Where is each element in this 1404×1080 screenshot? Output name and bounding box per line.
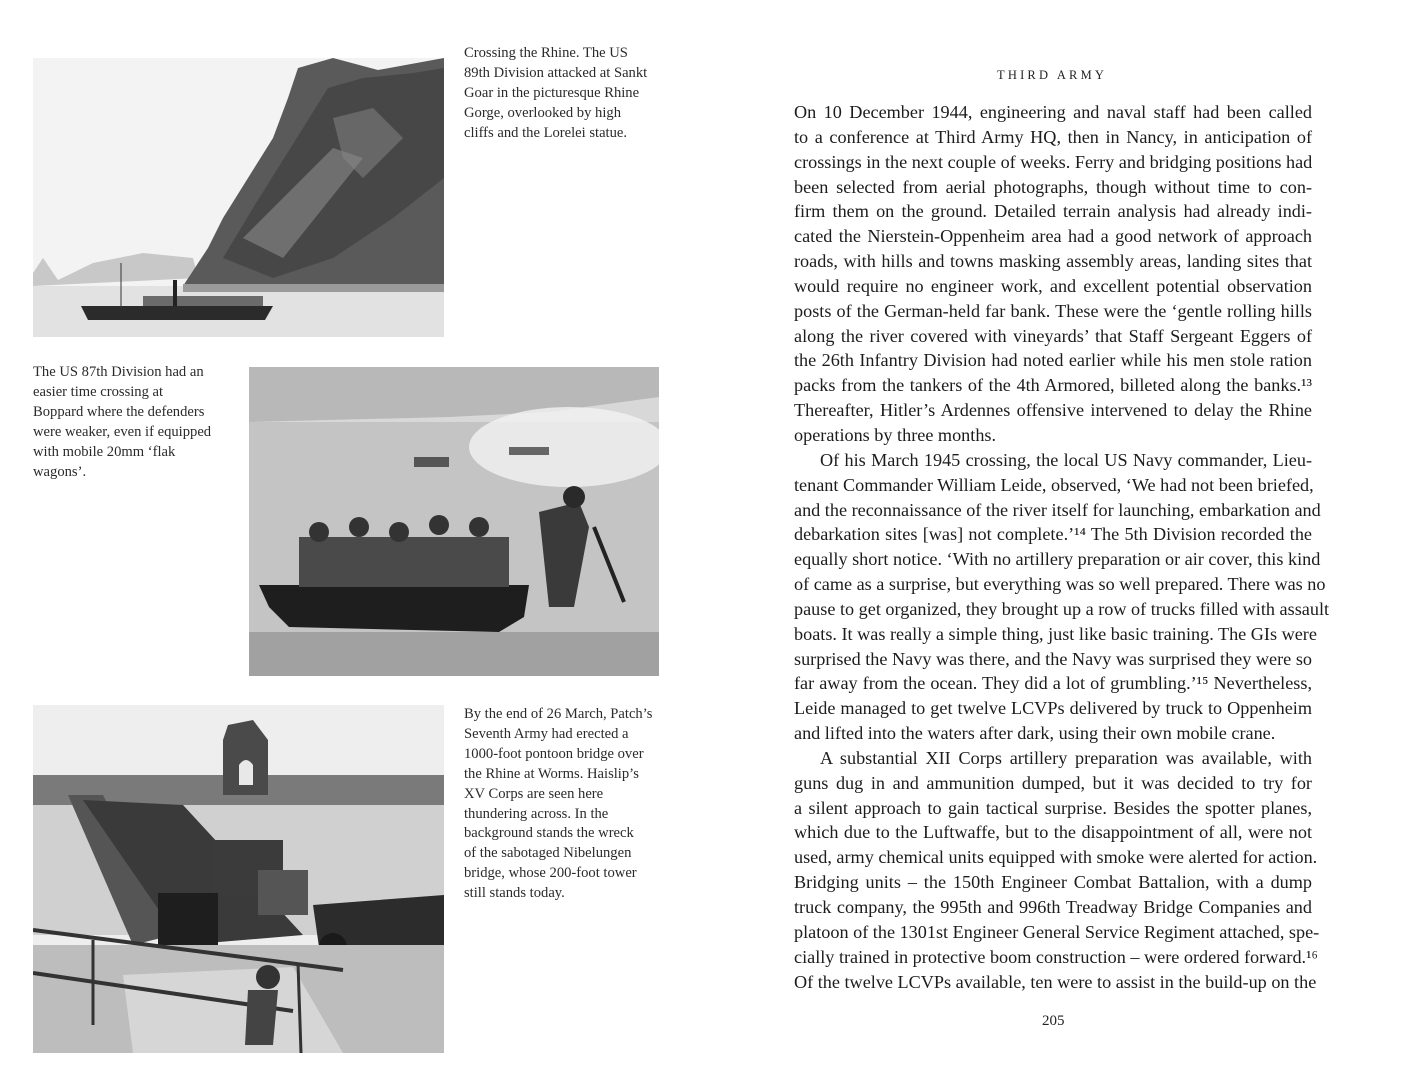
caption-line: bridge, whose 200-foot tower xyxy=(464,865,637,882)
caption-line: were weaker, even if equipped xyxy=(33,423,212,440)
text-line: cially trained in protective boom construction – were ordered forward.¹⁶ xyxy=(794,946,1318,967)
text-line: along the river covered with vineyards’ that Staff Sergeant Eggers of xyxy=(794,325,1312,346)
text-line: and lifted into the waters after dark, using their own mobile crane. xyxy=(794,723,1276,744)
caption-boppard xyxy=(33,363,211,482)
text-line: a silent approach to gain tactical surprise. Besides the spotter planes, xyxy=(794,797,1312,818)
text-line: pause to get organized, they brought up a row of trucks filled with assault xyxy=(794,598,1330,619)
caption-line: Goar in the picturesque Rhine xyxy=(464,84,640,101)
text-line: to a conference at Third Army HQ, then in Nancy, in anticipation of xyxy=(794,126,1312,147)
caption-line: 89th Division attacked at Sankt xyxy=(464,64,648,81)
photo-assault-boat xyxy=(249,367,659,676)
caption-line: wagons’. xyxy=(33,463,87,480)
text-line: Bridging units – the 150th Engineer Combat Battalion, with a dump xyxy=(794,872,1312,893)
caption-line: the Rhine at Worms. Haislip’s xyxy=(464,765,639,782)
text-line: Of the twelve LCVPs available, ten were to assist in the build-up on the xyxy=(794,971,1317,992)
caption-line: Boppard where the defenders xyxy=(33,403,205,420)
text-line: crossings in the next couple of weeks. Ferry and bridging positions had xyxy=(794,151,1313,172)
caption-line: By the end of 26 March, Patch’s xyxy=(464,706,653,722)
caption-line: of the sabotaged Nibelungen xyxy=(464,845,632,862)
text-line: would require no engineer work, and excellent potential observation xyxy=(794,275,1312,296)
text-line: and the reconnaissance of the river itself for launching, embarkation and xyxy=(794,499,1321,520)
caption-line: Gorge, overlooked by high xyxy=(464,104,621,121)
text-line: guns dug in and ammunition dumped, but it was decided to try for xyxy=(794,772,1312,793)
text-line: used, army chemical units equipped with smoke were alerted for action. xyxy=(794,847,1318,868)
pontoon-bridge-image xyxy=(33,705,444,1053)
text-line: debarkation sites [was] not complete.’¹⁴ The 5th Division recorded the xyxy=(794,524,1312,545)
caption-line: cliffs and the Lorelei statue. xyxy=(464,124,628,141)
caption-worms xyxy=(464,705,652,904)
text-line: been selected from aerial photographs, though without time to con- xyxy=(794,176,1312,197)
text-line: surprised the Navy was there, and the Navy was surprised they were so xyxy=(794,648,1312,669)
running-head-text: THIRD ARMY xyxy=(997,68,1108,82)
lorelei-rock-image xyxy=(33,58,444,337)
text-line: platoon of the 1301st Engineer General Service Regiment attached, spe- xyxy=(794,921,1320,942)
right-page xyxy=(702,0,1404,1080)
caption-line: background stands the wreck xyxy=(464,825,634,842)
caption-line: thundering across. In the xyxy=(464,805,609,822)
assault-boat-image xyxy=(249,367,659,676)
caption-line: still stands today. xyxy=(464,885,565,902)
caption-line: with mobile 20mm ‘flak xyxy=(33,443,176,460)
text-line: the 26th Infantry Division had noted earlier while his men stole ration xyxy=(794,350,1312,371)
text-line: far away from the ocean. They did a lot of grumbling.’¹⁵ Nevertheless, xyxy=(794,673,1312,694)
text-line: posts of the German-held far bank. These were the ‘gentle rolling hills xyxy=(794,300,1312,321)
text-line: firm them on the ground. Detailed terrain analysis had already indi- xyxy=(794,201,1312,222)
text-line: operations by three months. xyxy=(794,424,997,445)
text-line: Of his March 1945 crossing, the local US Navy commander, Lieu- xyxy=(820,449,1312,470)
text-line: tenant Commander William Leide, observed, ‘We had not been briefed, xyxy=(794,474,1314,495)
text-line: which due to the Luftwaffe, but to the disappointment of all, were not xyxy=(794,822,1312,843)
text-line: boats. It was really a simple thing, just like basic training. The GIs were xyxy=(794,623,1317,644)
text-line: cated the Nierstein-Oppenheim area had a good network of approach xyxy=(794,226,1312,247)
caption-line: The US 87th Division had an xyxy=(33,364,204,380)
body-text xyxy=(794,100,1330,994)
text-line: Thereafter, Hitler’s Ardennes offensive intervened to delay the Rhine xyxy=(794,400,1312,421)
caption-line: easier time crossing at xyxy=(33,383,164,400)
text-line: truck company, the 995th and 996th Treadway Bridge Companies and xyxy=(794,897,1312,917)
text-line: equally short notice. ‘With no artillery preparation or air cover, this kind xyxy=(794,549,1321,570)
text-line: of came as a surprise, but everything was so well prepared. There was no xyxy=(794,574,1326,595)
text-line: Leide managed to get twelve LCVPs delivered by truck to Oppenheim xyxy=(794,698,1312,719)
page-number-text: 205 xyxy=(1042,1013,1065,1029)
text-line: On 10 December 1944, engineering and naval staff had been called xyxy=(794,102,1312,122)
text-line: roads, with hills and towns masking assembly areas, landing sites that xyxy=(794,251,1312,272)
photo-pontoon-bridge xyxy=(33,705,444,1053)
text-line: packs from the tankers of the 4th Armored, billeted along the banks.¹³ xyxy=(794,375,1312,396)
caption-line: XV Corps are seen here xyxy=(464,785,604,802)
caption-line: 1000-foot pontoon bridge over xyxy=(464,745,644,762)
caption-line: Seventh Army had erected a xyxy=(464,725,629,742)
photo-lorelei-rock xyxy=(33,58,444,337)
text-line: A substantial XII Corps artillery preparation was available, with xyxy=(820,747,1312,768)
caption-line: Crossing the Rhine. The US xyxy=(464,45,628,61)
caption-lorelei xyxy=(464,44,647,144)
